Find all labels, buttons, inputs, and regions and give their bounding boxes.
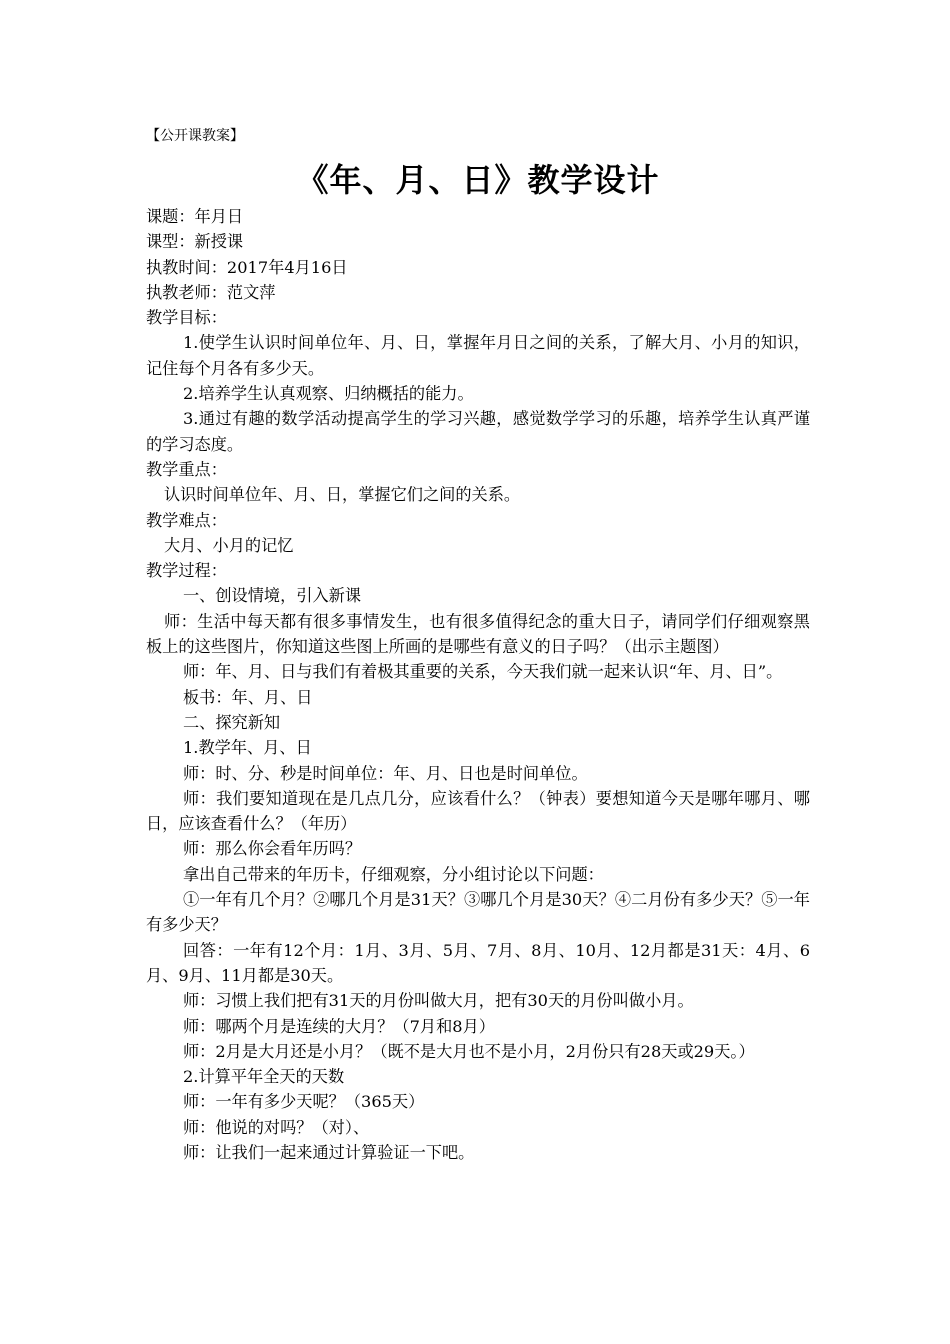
document-title: 《年、月、日》教学设计 <box>296 161 660 199</box>
body-paragraph: 师：时、分、秒是时间单位：年、月、日也是时间单位。 <box>183 763 588 783</box>
body-paragraph: 回答：一年有12个月：1月、3月、5月、7月、8月、10月、12月都是31天：4月、6月、9月、11月都是30天。 <box>146 940 810 985</box>
body-paragraph: 大月、小月的记忆 <box>164 535 294 555</box>
body-paragraph: 师：年、月、日与我们有着极其重要的关系，今天我们就一起来认识“年、月、日”。 <box>183 662 783 682</box>
body-paragraph: 1.使学生认识时间单位年、月、日，掌握年月日之间的关系，了解大月、小月的知识，记住每个月各有多少天。 <box>146 333 810 378</box>
document-page <box>146 126 810 1165</box>
body-paragraph: 教学难点： <box>146 510 227 530</box>
body-paragraph: 执教老师：范文萍 <box>146 282 276 302</box>
body-paragraph: 拿出自己带来的年历卡，仔细观察，分小组讨论以下问题： <box>183 864 604 884</box>
body-paragraph: 2.培养学生认真观察、归纳概括的能力。 <box>183 384 474 404</box>
body-paragraph: 师：我们要知道现在是几点几分，应该看什么？（钟表）要想知道今天是哪年哪月、哪日，应该查看什么？（年历） <box>146 788 810 834</box>
body-paragraph: 二、探究新知 <box>183 712 281 732</box>
body-paragraph: 一、创设情境，引入新课 <box>183 586 362 606</box>
body-paragraph: 师：让我们一起来通过计算验证一下吧。 <box>183 1142 475 1162</box>
body-paragraph: 3.通过有趣的数学活动提高学生的学习兴趣，感觉数学学习的乐趣，培养学生认真严谨的学习态度。 <box>146 409 810 454</box>
body-paragraph: 师：一年有多少天呢？（365天） <box>183 1092 425 1112</box>
body-paragraph: 师：2月是大月还是小月？（既不是大月也不是小月，2月份只有28天或29天。） <box>183 1041 755 1061</box>
document-tag: 【公开课教案】 <box>146 128 244 144</box>
body-paragraph: ①一年有几个月？②哪几个月是31天？③哪几个月是30天？④二月份有多少天？⑤一年有多少天？ <box>146 890 810 935</box>
document-body <box>146 204 810 1165</box>
body-paragraph: 教学过程： <box>146 561 227 581</box>
body-paragraph: 师：习惯上我们把有31天的月份叫做大月，把有30天的月份叫做小月。 <box>183 991 694 1011</box>
body-paragraph: 认识时间单位年、月、日，掌握它们之间的关系。 <box>164 485 521 505</box>
body-paragraph: 教学目标： <box>146 308 227 328</box>
body-paragraph: 师：哪两个月是连续的大月？（7月和8月） <box>183 1016 495 1036</box>
body-paragraph: 板书：年、月、日 <box>183 687 313 707</box>
body-paragraph: 执教时间：2017年4月16日 <box>146 257 348 277</box>
body-paragraph: 课题：年月日 <box>146 207 244 226</box>
body-paragraph: 师：那么你会看年历吗？ <box>183 839 362 859</box>
body-paragraph: 课型：新授课 <box>146 232 244 252</box>
body-paragraph: 师：他说的对吗？（对）、 <box>183 1117 370 1137</box>
body-paragraph: 1.教学年、月、日 <box>183 738 312 758</box>
body-paragraph: 教学重点： <box>146 459 227 479</box>
body-paragraph: 师：生活中每天都有很多事情发生，也有很多值得纪念的重大日子，请同学们仔细观察黑板上的这些图片，你知道这些图上所画的是哪些有意义的日子吗？（出示主题图） <box>146 611 810 657</box>
body-paragraph: 2.计算平年全天的天数 <box>183 1067 345 1087</box>
